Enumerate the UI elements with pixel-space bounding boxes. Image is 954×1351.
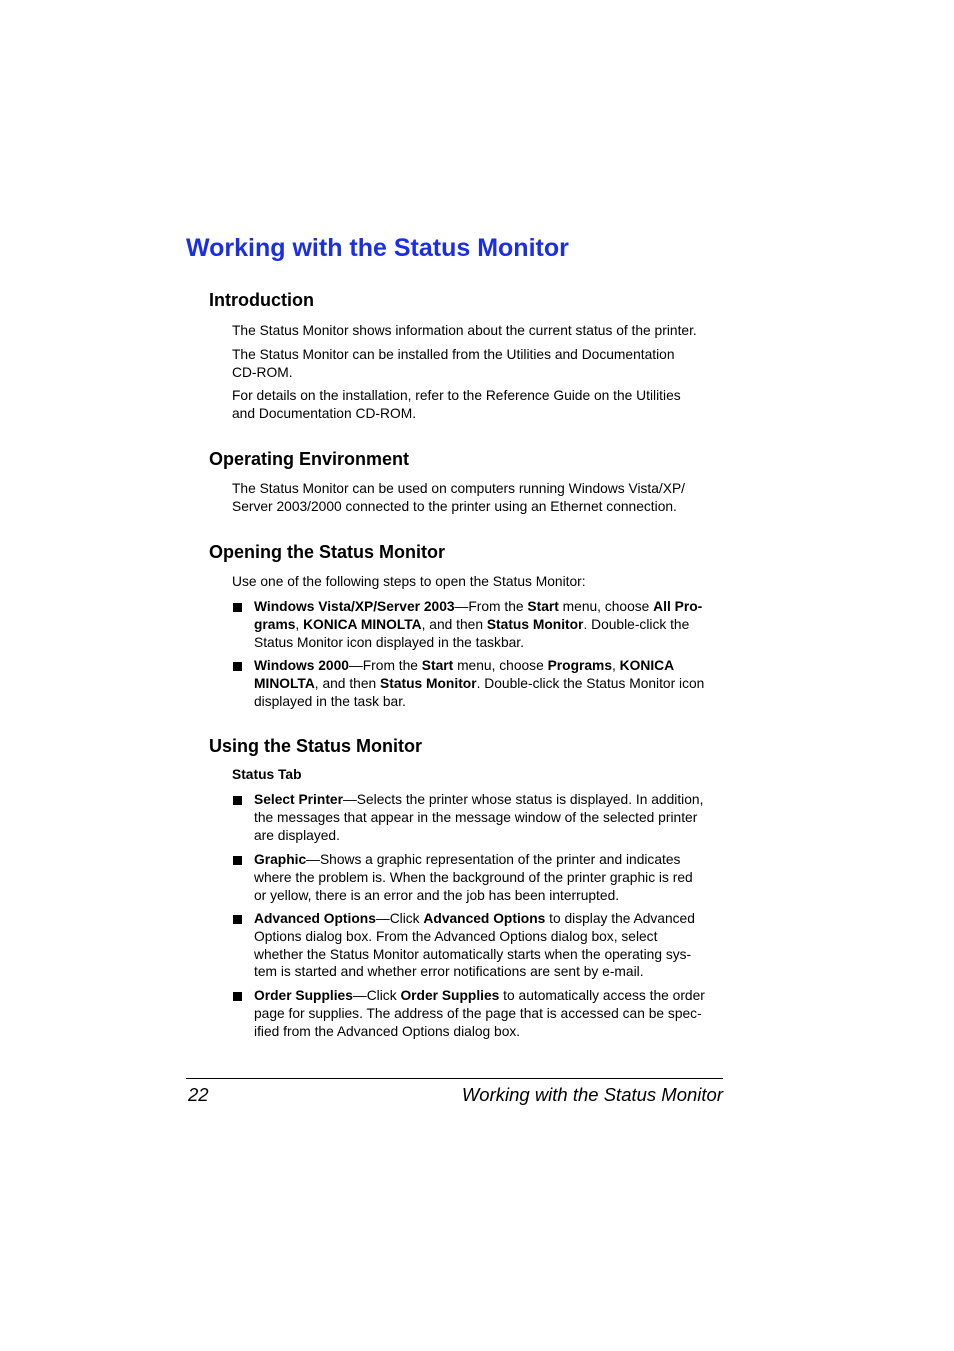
bullet-line	[254, 851, 726, 869]
text-run: to automatically access the order	[499, 988, 705, 1003]
bold-term: Graphic	[254, 852, 307, 867]
footer-page-number: 22	[188, 1084, 209, 1105]
bullet-text	[254, 791, 726, 844]
square-bullet-icon	[233, 662, 242, 671]
bold-term: KONICA MINOLTA	[303, 616, 422, 632]
text-run: —From the	[348, 658, 422, 673]
bold-term: Start	[421, 658, 454, 673]
using-heading: Using the Status Monitor	[209, 736, 422, 756]
opening-heading: Opening the Status Monitor	[209, 542, 445, 562]
bold-term: Order Supplies	[254, 988, 353, 1003]
footer-divider	[186, 1078, 723, 1079]
bold-term: Programs	[547, 658, 612, 673]
bold-term: Windows Vista/XP/Server 2003	[254, 599, 455, 614]
bullet-line	[254, 827, 726, 845]
bullet-line	[254, 1005, 726, 1023]
text-run: Status Monitor icon displayed in the taskbar.	[254, 634, 524, 650]
text-run: ,	[295, 616, 304, 632]
bold-term: Windows 2000	[254, 658, 349, 673]
text-run: are displayed.	[254, 827, 340, 843]
bullet-text	[254, 910, 726, 981]
text-run: ,	[612, 658, 620, 673]
opening-intro: Use one of the following steps to open the Status Monitor:	[232, 574, 586, 589]
footer-running-title: Working with the Status Monitor	[461, 1084, 723, 1105]
bullet-line	[254, 963, 726, 981]
introduction-paragraph-1: The Status Monitor shows information about the current status of the printer.	[232, 323, 697, 338]
bullet-line	[254, 675, 726, 693]
bullet-line	[254, 910, 726, 928]
bullet-line	[254, 987, 726, 1005]
text-run: . Double-click the	[583, 616, 690, 632]
bold-term: All Pro-	[653, 599, 703, 614]
bullet-line	[254, 598, 726, 616]
text-run: , and then	[314, 675, 381, 691]
bold-term: Status Monitor	[486, 616, 584, 632]
page-title: Working with the Status Monitor	[186, 234, 569, 262]
text-run: the messages that appear in the message window of the selected printer	[254, 809, 698, 825]
using-bullet-item	[232, 851, 726, 904]
text-run: or yellow, there is an error and the job has been interrupted.	[254, 887, 620, 903]
bullet-line	[254, 693, 726, 711]
bullet-text	[254, 657, 726, 710]
introduction-paragraph-3-line-2: and Documentation CD-ROM.	[232, 405, 417, 421]
bullet-line	[254, 1023, 726, 1041]
text-run: displayed in the task bar.	[254, 693, 406, 709]
square-bullet-icon	[233, 796, 242, 805]
bullet-line	[254, 616, 726, 634]
opening-bullet-item	[232, 598, 726, 651]
bullet-line	[254, 809, 726, 827]
text-run: —Selects the printer whose status is displayed. In addition,	[342, 792, 704, 807]
bullet-text	[254, 598, 726, 651]
text-run: —Shows a graphic representation of the printer and indicates	[306, 852, 681, 867]
using-bullet-item	[232, 910, 726, 981]
text-run: Options dialog box. From the Advanced Options dialog box, select	[254, 928, 658, 944]
introduction-paragraph-2-line-1: The Status Monitor can be installed from the Utilities and Documentation	[232, 347, 675, 362]
opening-bullet-item	[232, 657, 726, 710]
using-bullet-item	[232, 987, 726, 1040]
introduction-paragraph-2-line-2: CD-ROM.	[232, 364, 293, 380]
text-run: to display the Advanced	[545, 911, 695, 926]
square-bullet-icon	[233, 992, 242, 1001]
status-tab-subheading: Status Tab	[232, 767, 302, 782]
bullet-line	[254, 928, 726, 946]
introduction-paragraph-2	[232, 346, 724, 382]
operating-environment-paragraph	[232, 480, 724, 516]
text-run: tem is started and whether error notifications are sent by e-mail.	[254, 964, 644, 980]
using-bullet-item	[232, 791, 726, 844]
bullet-text	[254, 987, 726, 1040]
text-run: . Double-click the Status Monitor icon	[476, 675, 705, 691]
operating-environment-line-2: Server 2003/2000 connected to the printer using an Ethernet connection.	[232, 498, 677, 514]
bullet-text	[254, 851, 726, 904]
bold-term: KONICA	[619, 658, 675, 673]
square-bullet-icon	[233, 856, 242, 865]
text-run: ified from the Advanced Options dialog box.	[254, 1023, 521, 1039]
operating-environment-heading: Operating Environment	[209, 449, 410, 469]
operating-environment-line-1: The Status Monitor can be used on computers running Windows Vista/XP/	[232, 481, 685, 496]
bold-term: grams	[254, 616, 296, 632]
bold-term: Advanced Options	[254, 911, 376, 926]
text-run: where the problem is. When the background of the printer graphic is red	[254, 869, 693, 885]
introduction-heading: Introduction	[209, 290, 314, 310]
text-run: , and then	[421, 616, 487, 632]
text-run: menu, choose	[558, 599, 654, 614]
bullet-line	[254, 791, 726, 809]
bold-term: Start	[527, 599, 559, 614]
bold-term: Order Supplies	[400, 988, 500, 1003]
bullet-line	[254, 634, 726, 652]
bullet-line	[254, 946, 726, 964]
bullet-line	[254, 657, 726, 675]
introduction-paragraph-3	[232, 387, 724, 423]
text-run: —Click	[352, 988, 401, 1003]
bullet-line	[254, 887, 726, 905]
bold-term: Advanced Options	[423, 911, 546, 926]
text-run: —From the	[454, 599, 528, 614]
bold-term: Select Printer	[254, 792, 343, 807]
bold-term: Status Monitor	[380, 675, 477, 691]
introduction-paragraph-3-line-1: For details on the installation, refer to the Reference Guide on the Utilities	[232, 388, 681, 403]
text-run: whether the Status Monitor automatically starts when the operating sys-	[254, 946, 692, 962]
square-bullet-icon	[233, 915, 242, 924]
bold-term: MINOLTA	[254, 675, 315, 691]
square-bullet-icon	[233, 603, 242, 612]
text-run: menu, choose	[453, 658, 548, 673]
text-run: page for supplies. The address of the page that is accessed can be spec-	[254, 1005, 702, 1021]
bullet-line	[254, 869, 726, 887]
text-run: —Click	[375, 911, 424, 926]
